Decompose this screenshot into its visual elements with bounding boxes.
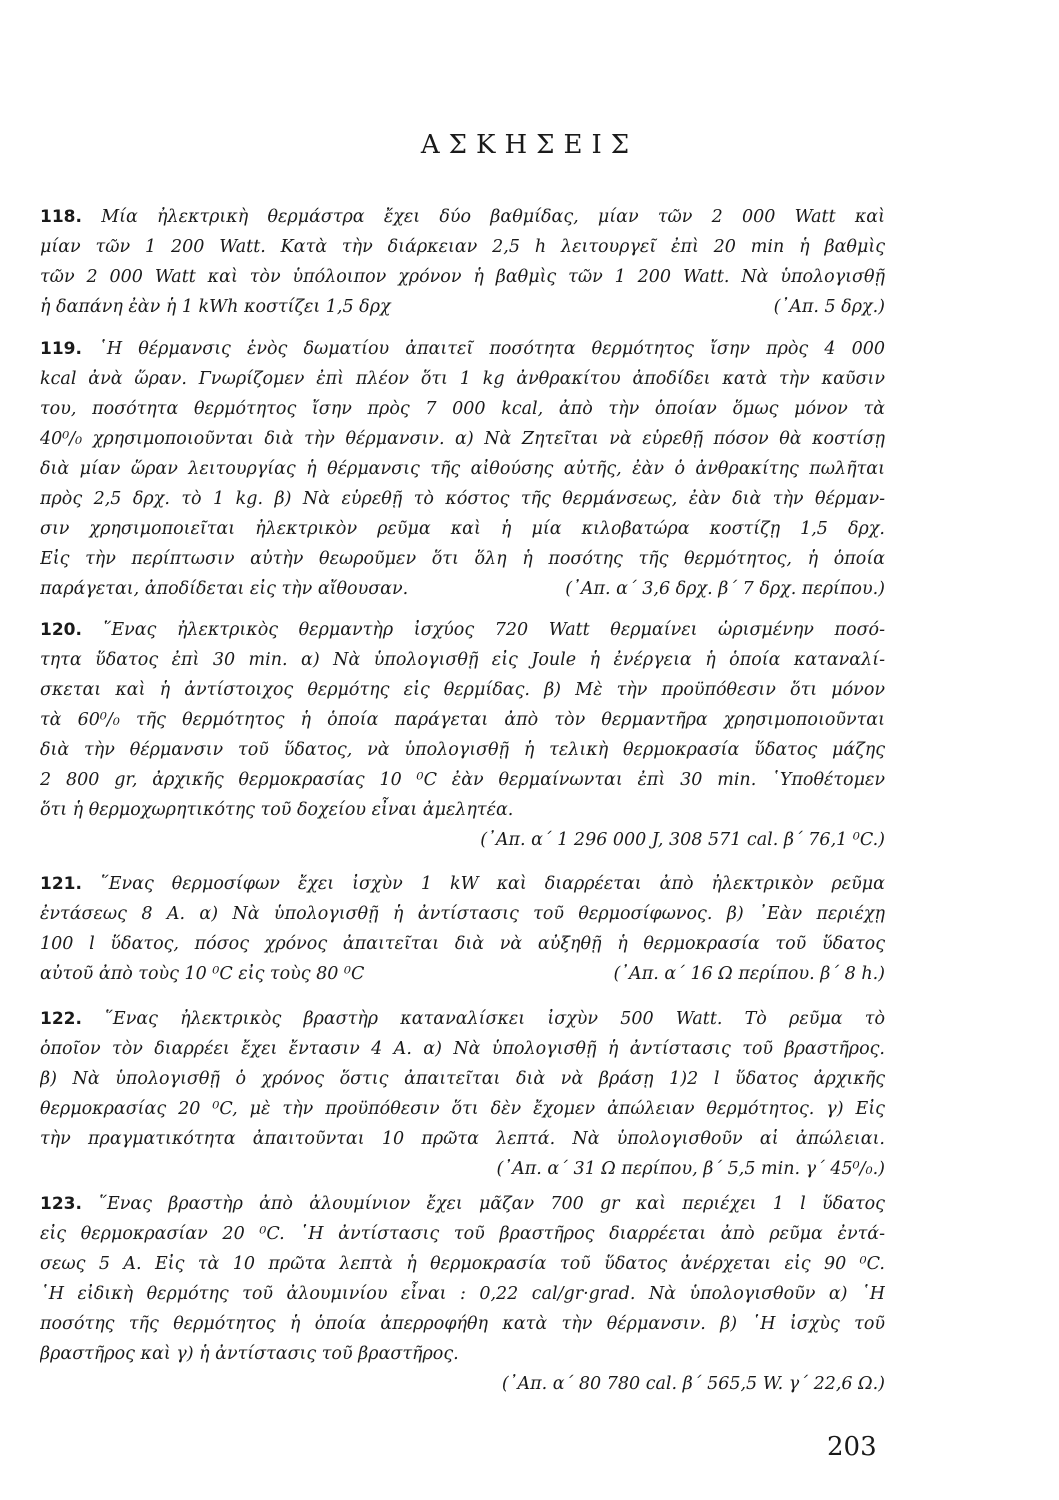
exercise-text-line: διὰ μίαν ὥραν λειτουργίας ἡ θέρμανσις τῆς αἰθούσης αὐτῆς, ἐὰν ὁ ἀνθρακίτης πωλῆται (40, 459, 885, 479)
exercise-text-line: 40⁰/₀ χρησιμοποιοῦνται διὰ τὴν θέρμανσιν. α) Νὰ Ζητεῖται νὰ εὑρεθῇ πόσον θὰ κοστίσῃ (40, 429, 885, 449)
exercise-text-line: διὰ τὴν θέρμανσιν τοῦ ὕδατος, νὰ ὑπολογισθῇ ἡ τελικὴ θερμοκρασία ὕδατος μάζης (40, 740, 885, 760)
exercise-text-line: ἡ δαπάνη ἐὰν ἡ 1 kWh κοστίζει 1,5 δρχ (40, 297, 391, 317)
exercise-text-line: ῾Η θέρμανσις ἑνὸς δωματίου ἀπαιτεῖ ποσότητα θερμότητος ἴσην πρὸς 4 000 (98, 339, 885, 359)
exercise-text-line: ὅτι ἡ θερμοχωρητικότης τοῦ δοχείου εἶναι ἀμελητέα. (40, 800, 514, 820)
exercise-text-line: ῞Ενας βραστὴρ ἀπὸ ἀλουμίνιον ἔχει μᾶζαν 700 gr καὶ περιέχει 1 l ὕδατος (98, 1194, 885, 1214)
exercise-text-line: τῶν 2 000 Watt καὶ τὸν ὑπόλοιπον χρόνον ἡ βαθμὶς τῶν 1 200 Watt. Νὰ ὑπολογισθῇ (40, 267, 885, 287)
exercise-text-line: τητα ὕδατος ἐπὶ 30 min. α) Νὰ ὑπολογισθῇ εἰς Joule ἡ ἐνέργεια ἡ ὁποία καταναλί- (40, 650, 885, 670)
exercise-text-line: μίαν τῶν 1 200 Watt. Κατὰ τὴν διάρκειαν 2,5 h λειτουργεῖ ἐπὶ 20 min ἡ βαθμὶς (40, 237, 885, 257)
exercise-text-line: Μία ἠλεκτρικὴ θερμάστρα ἔχει δύο βαθμίδας, μίαν τῶν 2 000 Watt καὶ (101, 207, 885, 227)
exercise-text-line: ῞Ενας ἠλεκτρικὸς θερμαντὴρ ἰσχύος 720 Watt θερμαίνει ὡρισμένην ποσό- (102, 620, 885, 640)
exercise-text-line: β) Νὰ ὑπολογισθῇ ὁ χρόνος ὅστις ἀπαιτεῖται διὰ νὰ βράσῃ 1)2 l ὕδατος ἀρχικῆς (40, 1069, 885, 1089)
exercise-text-line: βραστῆρος καὶ γ) ἡ ἀντίστασις τοῦ βραστῆρος. (40, 1344, 459, 1364)
exercise-text-line: ῞Ενας ἠλεκτρικὸς βραστὴρ καταναλίσκει ἰσχὺν 500 Watt. Τὸ ρεῦμα τὸ (104, 1009, 885, 1029)
exercise-text-line: σεως 5 A. Εἰς τὰ 10 πρῶτα λεπτὰ ἡ θερμοκρασία τοῦ ὕδατος ἀνέρχεται εἰς 90 ⁰C. (40, 1254, 885, 1274)
exercise-number: 122. (40, 1009, 82, 1029)
page-title: ΑΣΚΗΣΕΙΣ (420, 130, 639, 160)
exercise-text-line: ὁποῖον τὸν διαρρέει ἔχει ἔντασιν 4 A. α) Νὰ ὑπολογισθῇ ἡ ἀντίστασις τοῦ βραστῆρος. (40, 1039, 885, 1059)
exercise-answer: (᾽Απ. 5 δρχ.) (773, 297, 885, 317)
exercise-number: 120. (40, 620, 82, 640)
exercise-answer: (᾽Απ. α΄ 16 Ω περίπου. β΄ 8 h.) (613, 964, 885, 984)
exercise-text-line: 100 l ὕδατος, πόσος χρόνος ἀπαιτεῖται διὰ νὰ αὐξηθῇ ἡ θερμοκρασία τοῦ ὕδατος (40, 934, 885, 954)
exercise-text-line: εἰς θερμοκρασίαν 20 ⁰C. ῾Η ἀντίστασις τοῦ βραστῆρος διαρρέεται ἀπὸ ρεῦμα ἐντά- (40, 1224, 885, 1244)
exercise-answer: (᾽Απ. α΄ 1 296 000 J, 308 571 cal. β΄ 76,1 ⁰C.) (480, 830, 885, 850)
exercise-text-line: αὐτοῦ ἀπὸ τοὺς 10 ⁰C εἰς τοὺς 80 ⁰C (40, 964, 365, 984)
exercise-answer: (᾽Απ. α΄ 80 780 cal. β΄ 565,5 W. γ΄ 22,6 Ω.) (501, 1374, 885, 1394)
exercise-number: 123. (40, 1194, 82, 1214)
exercise-text-line: πρὸς 2,5 δρχ. τὸ 1 kg. β) Νὰ εὑρεθῇ τὸ κόστος τῆς θερμάνσεως, ἐὰν διὰ τὴν θέρμαν- (40, 489, 885, 509)
exercise-number: 118. (40, 207, 82, 227)
exercise-number: 119. (40, 339, 82, 359)
exercise-text-line: ἐντάσεως 8 A. α) Νὰ ὑπολογισθῇ ἡ ἀντίστασις τοῦ θερμοσίφωνος. β) ᾽Εὰν περιέχῃ (40, 904, 885, 924)
exercise-text-line: του, ποσότητα θερμότητος ἴσην πρὸς 7 000 kcal, ἀπὸ τὴν ὁποίαν ὅμως μόνον τὰ (40, 399, 885, 419)
exercise-answer: (᾽Απ. α΄ 3,6 δρχ. β΄ 7 δρχ. περίπου.) (565, 579, 885, 599)
exercise-text-line: τὰ 60⁰/₀ τῆς θερμότητος ἡ ὁποία παράγεται ἀπὸ τὸν θερμαντῆρα χρησιμοποιοῦνται (40, 710, 885, 730)
exercise-answer: (᾽Απ. α΄ 31 Ω περίπου, β΄ 5,5 min. γ΄ 45⁰/₀.) (496, 1159, 885, 1179)
exercise-text-line: 2 800 gr, ἀρχικῆς θερμοκρασίας 10 ⁰C ἐὰν θερμαίνωνται ἐπὶ 30 min. ῾Υποθέτομεν (40, 770, 885, 790)
exercise-text-line: Εἰς τὴν περίπτωσιν αὐτὴν θεωροῦμεν ὅτι ὅλη ἡ ποσότης τῆς θερμότητος, ἡ ὁποία (40, 549, 885, 569)
exercise-text-line: ῾Η εἰδικὴ θερμότης τοῦ ἀλουμινίου εἶναι : 0,22 cal/gr·grad. Νὰ ὑπολογισθοῦν α) ῾Η (40, 1284, 885, 1304)
exercise-number: 121. (40, 874, 82, 894)
exercise-text-line: ῞Ενας θερμοσίφων ἔχει ἰσχὺν 1 kW καὶ διαρρέεται ἀπὸ ἠλεκτρικὸν ρεῦμα (99, 874, 885, 894)
exercise-text-line: σκεται καὶ ἡ ἀντίστοιχος θερμότης εἰς θερμίδας. β) Μὲ τὴν προϋπόθεσιν ὅτι μόνον (40, 680, 885, 700)
exercise-text-line: ποσότης τῆς θερμότητος ἡ ὁποία ἀπερροφήθη κατὰ τὴν θέρμανσιν. β) ῾Η ἰσχὺς τοῦ (40, 1314, 885, 1334)
exercise-text-line: παράγεται, ἀποδίδεται εἰς τὴν αἴθουσαν. (40, 579, 409, 599)
exercise-text-line: kcal ἀνὰ ὥραν. Γνωρίζομεν ἐπὶ πλέον ὅτι 1 kg ἀνθρακίτου ἀποδίδει κατὰ τὴν καῦσιν (40, 369, 885, 389)
exercise-text-line: τὴν πραγματικότητα ἀπαιτοῦνται 10 πρῶτα λεπτά. Νὰ ὑπολογισθοῦν αἱ ἀπώλειαι. (40, 1129, 885, 1149)
exercise-text-line: σιν χρησιμοποιεῖται ἠλεκτρικὸν ρεῦμα καὶ ἡ μία κιλοβατώρα κοστίζῃ 1,5 δρχ. (40, 519, 885, 539)
exercise-text-line: θερμοκρασίας 20 ⁰C, μὲ τὴν προϋπόθεσιν ὅτι δὲν ἔχομεν ἀπώλειαν θερμότητος. γ) Εἰς (40, 1099, 885, 1119)
page-number: 203 (827, 1432, 877, 1462)
